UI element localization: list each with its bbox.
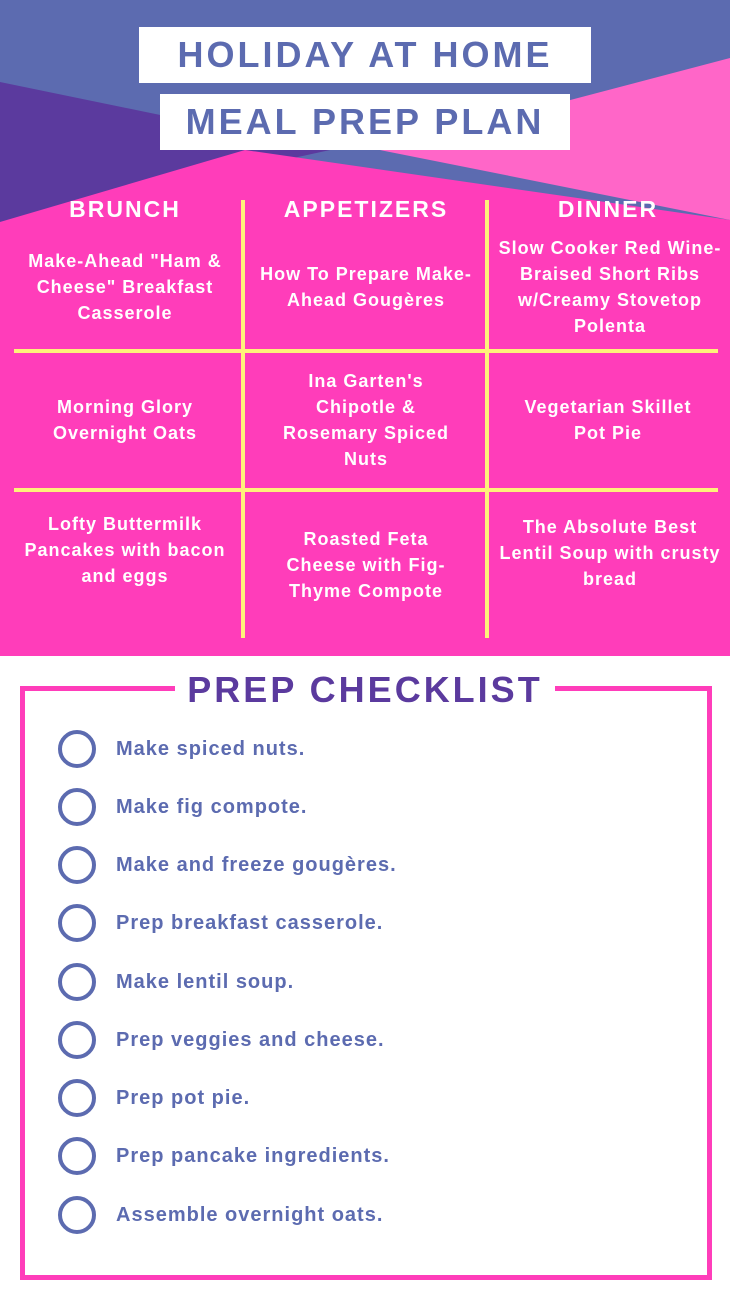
checklist-item-label: Make and freeze gougères. [116,853,397,876]
checklist-item[interactable] [58,1078,250,1118]
checklist-item[interactable] [58,1136,390,1176]
column-header-dinner: DINNER [557,196,659,222]
checklist-item-label: Prep pancake ingredients. [116,1144,390,1167]
checklist-item[interactable] [58,729,305,769]
checklist-item[interactable] [58,903,383,943]
checklist-item[interactable] [58,1020,385,1060]
checkbox-circle-icon[interactable] [58,963,96,1001]
grid-divider [14,488,718,492]
checklist-item-label: Assemble overnight oats. [116,1203,384,1226]
grid-divider [485,200,489,638]
menu-item: Morning Glory Overnight Oats [52,397,198,443]
column-header-brunch: BRUNCH [69,196,181,222]
title-line-1: HOLIDAY AT HOME [139,27,591,83]
checklist-item-label: Prep veggies and cheese. [116,1028,385,1051]
menu-item: Make-Ahead "Ham & Cheese" Breakfast Casserole [28,251,222,323]
column-header-appetizers: APPETIZERS [283,196,449,222]
menu-item: Roasted Feta Cheese with Fig-Thyme Compote [286,529,446,601]
checklist-item[interactable] [58,845,397,885]
checklist-title: PREP CHECKLIST [175,664,555,716]
checkbox-circle-icon[interactable] [58,904,96,942]
menu-item: Vegetarian Skillet Pot Pie [524,397,692,443]
menu-item: Lofty Buttermilk Pancakes with bacon and eggs [24,514,226,586]
checkbox-circle-icon[interactable] [58,846,96,884]
grid-divider [241,200,245,638]
checkbox-circle-icon[interactable] [58,788,96,826]
checklist-item-label: Make fig compote. [116,795,308,818]
grid-divider [14,349,718,353]
checklist-item[interactable] [58,962,294,1002]
menu-item: Ina Garten's Chipotle & Rosemary Spiced Nuts [282,371,450,469]
checkbox-circle-icon[interactable] [58,730,96,768]
checklist-item-label: Prep breakfast casserole. [116,911,384,934]
checkbox-circle-icon[interactable] [58,1196,96,1234]
checkbox-circle-icon[interactable] [58,1137,96,1175]
checklist-item[interactable] [58,1195,383,1235]
checklist-item-label: Make lentil soup. [116,970,295,993]
menu-item: The Absolute Best Lentil Soup with crusty bread [499,516,721,589]
checklist-item-label: Prep pot pie. [116,1086,251,1109]
menu-item: How To Prepare Make-Ahead Gougères [260,264,472,310]
menu-item: Slow Cooker Red Wine-Braised Short Ribs w/Creamy Stovetop Polenta [498,238,722,336]
checklist-item[interactable] [58,787,307,827]
title-line-2: MEAL PREP PLAN [160,94,570,150]
checkbox-circle-icon[interactable] [58,1021,96,1059]
checklist-item-label: Make spiced nuts. [116,737,306,760]
checkbox-circle-icon[interactable] [58,1079,96,1117]
